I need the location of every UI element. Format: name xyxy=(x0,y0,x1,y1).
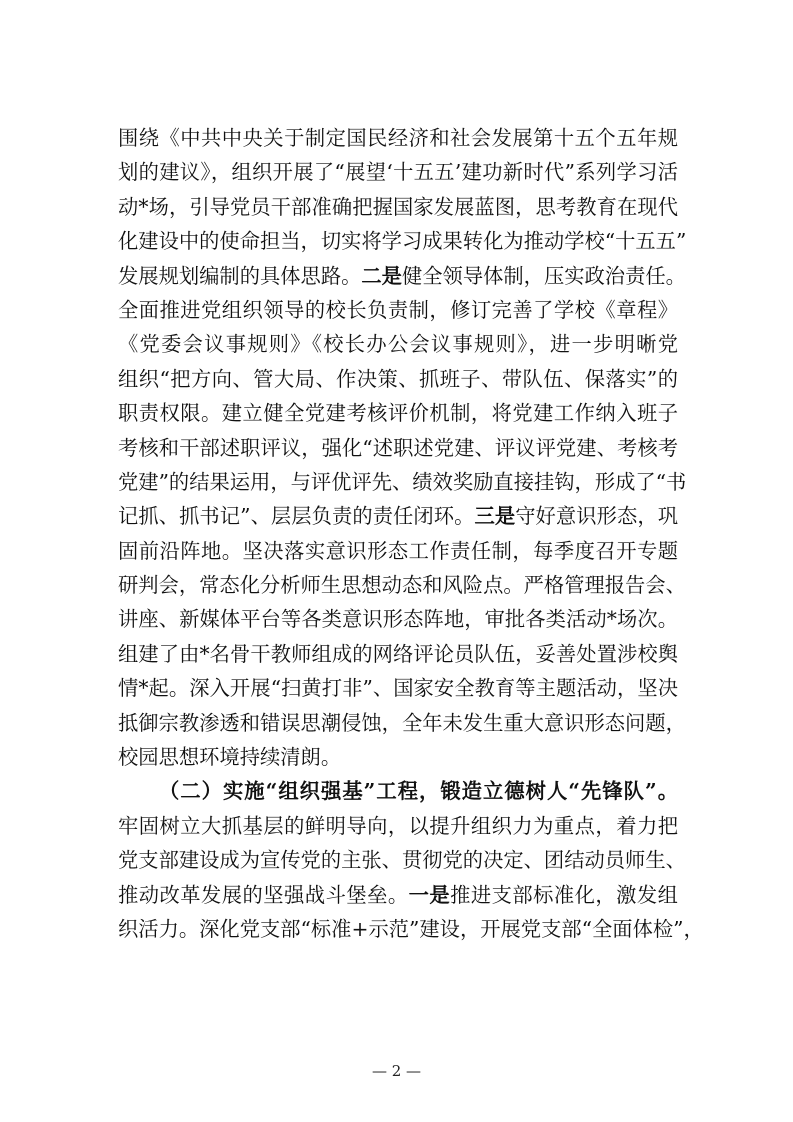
document-body xyxy=(118,121,704,946)
text-line xyxy=(118,465,687,499)
text-segment: 抵御宗教渗透和错误思潮侵蚀，全年未发生重大意识形态问题， xyxy=(118,710,686,735)
text-line xyxy=(118,327,678,361)
section-heading xyxy=(118,774,678,808)
text-line xyxy=(118,534,678,568)
text-line xyxy=(118,637,678,671)
text-segment: 组建了由*名骨干教师组成的网络评论员队伍，妥善处置涉校舆 xyxy=(118,641,678,666)
text-line xyxy=(118,809,678,843)
text-segment: 党支部建设成为宣传党的主张、贯彻党的决定、团结动员师生、 xyxy=(118,848,686,873)
text-line xyxy=(118,740,678,774)
text-line xyxy=(118,878,678,912)
text-segment: 推进支部标准化，激发组 xyxy=(450,882,678,907)
text-segment: 划的建议》，组织开展了“展望‘十五五’建功新时代”系列学习活 xyxy=(118,160,678,185)
text-segment: 动*场，引导党员干部准确把握国家发展蓝图，思考教育在现代 xyxy=(118,194,678,219)
text-segment: 记抓、抓书记”、层层负责的责任闭环。 xyxy=(118,504,475,529)
text-segment: 围绕《中共中央关于制定国民经济和社会发展第十五个五年规 xyxy=(118,126,678,150)
text-line xyxy=(118,568,686,602)
text-segment: 校园思想环境持续清朗。 xyxy=(118,745,342,770)
text-segment: 健全领导体制，压实政治责任。 xyxy=(401,263,686,288)
text-line xyxy=(118,190,678,224)
text-line xyxy=(118,155,678,189)
text-line xyxy=(118,671,678,705)
text-segment: 研判会，常态化分析师生思想动态和风险点。严格管理报告会、 xyxy=(118,573,686,598)
text-segment: 织活力。深化党支部“标准+示范”建设，开展党支部“全面体检”， xyxy=(118,916,704,941)
text-segment: 职责权限。建立健全党建考核评价机制，将党建工作纳入班子 xyxy=(118,401,678,426)
page-number: — 2 — xyxy=(371,1062,422,1080)
text-segment: 化建设中的使命担当，切实将学习成果转化为推动学校“十五五” xyxy=(118,229,687,254)
text-segment: 发展规划编制的具体思路。 xyxy=(118,263,362,288)
text-segment: 《党委会议事规则》《校长办公会议事规则》，进一步明晰党 xyxy=(118,332,678,357)
text-line xyxy=(118,362,678,396)
bold-text: 三是 xyxy=(474,504,516,529)
bold-text: （二）实施“组织强基”工程，锻造立德树人“先锋队”。 xyxy=(159,779,678,804)
text-line xyxy=(118,499,678,533)
text-segment: 推动改革发展的坚强战斗堡垒。 xyxy=(118,882,409,907)
text-segment: 党建”的结果运用，与评优评先、绩效奖励直接挂钩，形成了“书 xyxy=(118,469,687,494)
text-segment: 守好意识形态，巩 xyxy=(515,504,678,529)
text-line xyxy=(118,396,678,430)
text-segment: 情*起。深入开展“扫黄打非”、国家安全教育等主题活动，坚决 xyxy=(118,676,678,701)
text-line xyxy=(118,706,686,740)
text-line xyxy=(118,121,678,155)
text-segment: 考核和干部述职评议，强化“述职述党建、评议评党建、考核考 xyxy=(118,435,678,460)
text-line xyxy=(118,259,686,293)
text-segment: 讲座、新媒体平台等各类意识形态阵地，审批各类活动*场次。 xyxy=(118,607,678,632)
text-segment: 全面推进党组织领导的校长负责制，修订完善了学校《章程》 xyxy=(118,297,678,322)
bold-text: 一是 xyxy=(408,882,451,907)
text-segment: 组织“把方向、管大局、作决策、抓班子、带队伍、保落实”的 xyxy=(118,366,678,391)
bold-text: 二是 xyxy=(361,263,402,288)
text-segment: 牢固树立大抓基层的鲜明导向，以提升组织力为重点，着力把 xyxy=(118,813,678,838)
text-line xyxy=(118,602,678,636)
text-segment: 固前沿阵地。坚决落实意识形态工作责任制，每季度召开专题 xyxy=(118,538,678,563)
text-line xyxy=(118,843,686,877)
text-line xyxy=(118,431,678,465)
text-line xyxy=(118,224,687,258)
text-line xyxy=(118,912,704,946)
text-line xyxy=(118,293,678,327)
